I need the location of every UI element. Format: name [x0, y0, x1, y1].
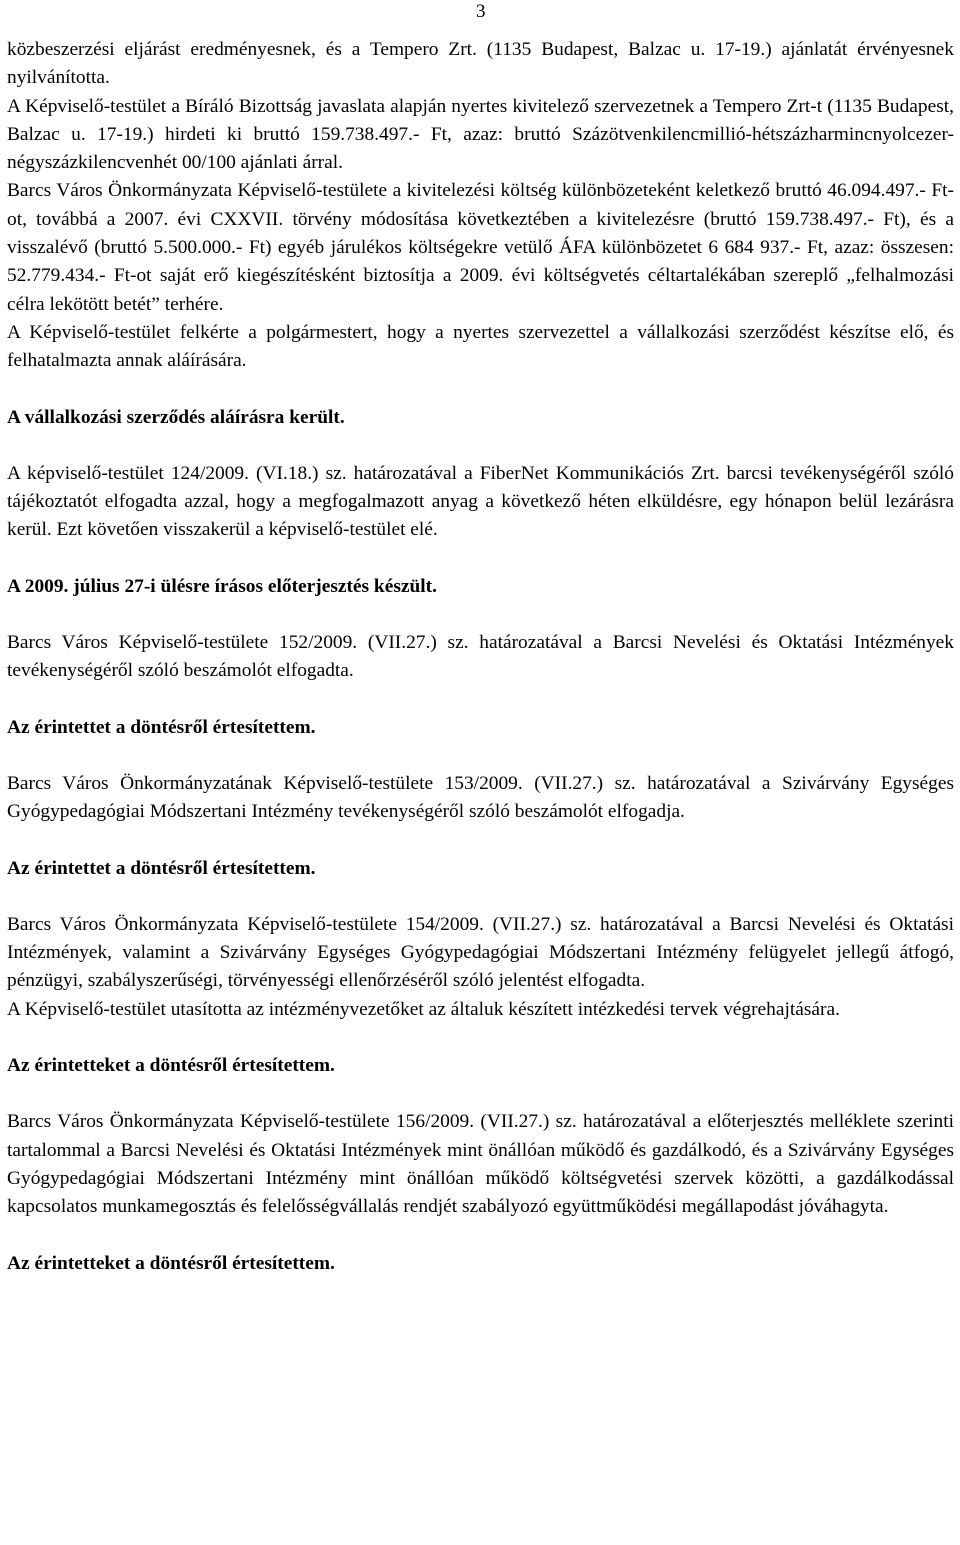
paragraph-resolution-156: Barcs Város Önkormányzata Képviselő-testülete 156/2009. (VII.27.) sz. határozatával a előterjesztés melléklete szerinti tartalommal a Barcsi Nevelési és Oktatási Intézmények mint önállóan működő és gazdálkodó, és a Szivárvány Egységes Gyógypedagógiai Módszertani Intézmény mint önállóan működő költségvetési szervek közötti, a gazdálkodással kapcsolatos munkamegosztás és felelősségvállalás rendjét szabályozó együttműködési megállapodást jóváhagyta. — [7, 1111, 954, 1218]
paragraph-cost-difference: Barcs Város Önkormányzata Képviselő-testülete a kivitelezési költség különbözeteként keletkező bruttó 46.094.497.- Ft-ot, továbbá a 2007. évi CXXVII. törvény módosítása következtében a kivitelezésre (bruttó 159.738.497.- Ft), és a visszalévő (bruttó 5.500.000.- Ft) egyéb járulékos költségekre vetülő ÁFA különbözetet 6 684 937.- Ft, azaz: összesen: 52.779.434.- Ft-ot saját erő kiegészítésként biztosítja a 2009. évi költségvetés céltartalékában szereplő „felhalmozási célra lekötött betét” terhére. — [7, 180, 954, 315]
paragraph-fibernet-resolution: A képviselő-testület 124/2009. (VI.18.) sz. határozatával a FiberNet Kommunikációs Zrt. barcsi tevékenységéről szóló tájékoztatót elfogadta azzal, hogy a megfogalmazott anyag a következő héten elküldésre, egy hónapon belül lezárásra kerül. Ezt követően visszakerül a képviselő-testület elé. — [7, 462, 954, 541]
notice-notified-3: Az érintetteket a döntésről értesítettem. — [7, 1055, 335, 1077]
document-body — [7, 36, 954, 1278]
paragraph-resolution-152: Barcs Város Képviselő-testülete 152/2009. (VII.27.) sz. határozatával a Barcsi Nevelési és Oktatási Intézmények tevékenységéről szóló beszámolót elfogadta. — [7, 632, 954, 682]
paragraph-procurement-result: közbeszerzési eljárást eredményesnek, és a Tempero Zrt. (1135 Budapest, Balzac u. 17-19.) ajánlatát érvényesnek nyilvánította. — [7, 39, 954, 89]
paragraph-resolution-154: Barcs Város Önkormányzata Képviselő-testülete 154/2009. (VII.27.) sz. határozatával a Barcsi Nevelési és Oktatási Intézmények, valamint a Szivárvány Egységes Gyógypedagógiai Módszertani Intézmény felügyelet jellegű átfogó, pénzügyi, szabályszerűségi, törvényességi ellenőrzéséről szóló jelentést elfogadta. — [7, 913, 954, 992]
paragraph-mayor-authorization: A Képviselő-testület felkérte a polgármestert, hogy a nyertes szervezettel a vállalkozási szerződést készítse elő, és felhatalmazta annak aláírására. — [7, 321, 954, 372]
page-number: 3 — [476, 1, 486, 22]
notice-written-proposal: A 2009. július 27-i ülésre írásos előterjesztés készült. — [7, 575, 437, 597]
notice-notified-4: Az érintetteket a döntésről értesítettem. — [7, 1252, 335, 1274]
notice-notified-1: Az érintettet a döntésről értesítettem. — [7, 716, 316, 738]
notice-notified-2: Az érintettet a döntésről értesítettem. — [7, 857, 316, 879]
notice-contract-signed: A vállalkozási szerződés aláírásra került. — [7, 406, 345, 428]
paragraph-resolution-153: Barcs Város Önkormányzatának Képviselő-testülete 153/2009. (VII.27.) sz. határozatával a Szivárvány Egységes Gyógypedagógiai Módszertani Intézmény tevékenységéről szóló beszámolót elfogadja. — [7, 772, 954, 823]
paragraph-winner-announcement: A Képviselő-testület a Bíráló Bizottság javaslata alapján nyertes kivitelező szervezetnek a Tempero Zrt-t (1135 Budapest, Balzac u. 17-19.) hirdeti ki bruttó 159.738.497.- Ft, azaz: bruttó Százötvenkilencmillió-hétszázharmincnyolcezer-négyszázkilencvenhét 00/100 ajánlati árral. — [7, 95, 954, 174]
paragraph-action-plans: A Képviselő-testület utasította az intézményvezetőket az általuk készített intézkedési tervek végrehajtására. — [7, 998, 840, 1020]
